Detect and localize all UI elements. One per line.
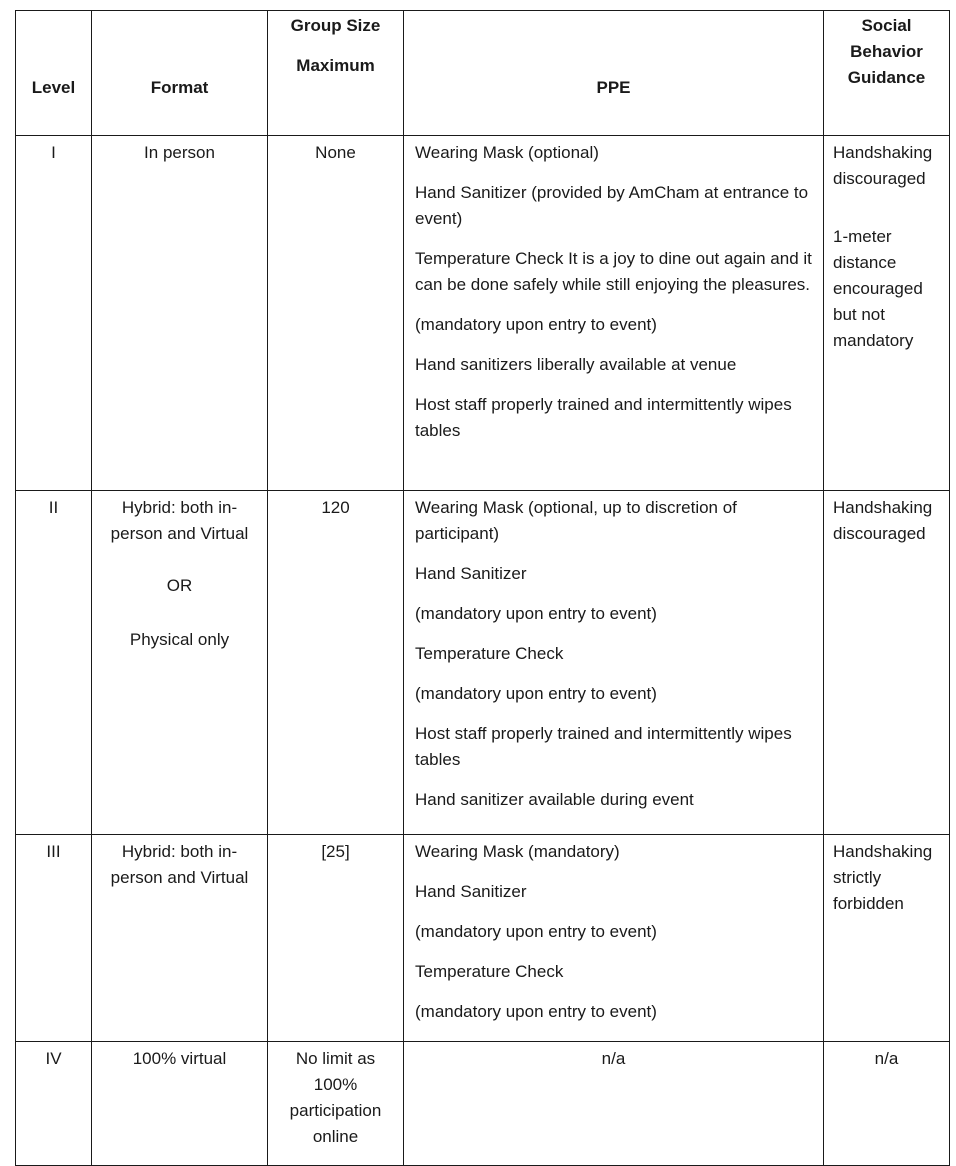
social-item: Handshaking discouraged	[833, 498, 933, 543]
social-cell	[824, 491, 950, 835]
level-cell: III	[16, 835, 92, 1042]
ppe-cell	[404, 136, 824, 491]
ppe-item: Host staff properly trained and intermittently wipes tables	[415, 395, 792, 440]
format-cell	[92, 136, 268, 491]
table-row	[16, 136, 950, 491]
ppe-item: n/a	[601, 1049, 626, 1068]
level-cell: I	[16, 136, 92, 491]
format-cell	[92, 1042, 268, 1166]
group-size-cell: No limit as 100% participation online	[268, 1042, 404, 1166]
event-level-table	[15, 10, 950, 1166]
format-cell	[92, 491, 268, 835]
ppe-item: Wearing Mask (mandatory)	[415, 842, 620, 861]
format-line: In person	[144, 143, 215, 162]
format-line: Hybrid: both in-person and Virtual	[110, 842, 249, 887]
ppe-item: Hand Sanitizer	[415, 882, 527, 901]
ppe-item: Temperature Check	[415, 962, 564, 981]
header-group-size-line: Maximum	[296, 56, 375, 75]
ppe-cell	[404, 491, 824, 835]
ppe-item: (mandatory upon entry to event)	[415, 1002, 657, 1021]
header-social-line: Social	[861, 16, 912, 35]
level-cell: II	[16, 491, 92, 835]
header-row	[16, 11, 950, 136]
format-cell	[92, 835, 268, 1042]
ppe-item: (mandatory upon entry to event)	[415, 922, 657, 941]
group-size-cell: None	[268, 136, 404, 491]
ppe-item: Hand sanitizer available during event	[415, 790, 694, 809]
level-cell: IV	[16, 1042, 92, 1166]
header-level: Level	[16, 11, 92, 136]
table-row	[16, 1042, 950, 1166]
ppe-item: Temperature Check It is a joy to dine out again and it can be done safely while still enjoying the pleasures.	[415, 249, 812, 294]
social-cell	[824, 835, 950, 1042]
header-social-line: Behavior	[850, 42, 923, 61]
header-social	[824, 11, 950, 136]
ppe-item: Hand Sanitizer (provided by AmCham at entrance to event)	[415, 183, 809, 228]
header-ppe: PPE	[404, 11, 824, 136]
social-item: n/a	[874, 1049, 899, 1068]
ppe-cell	[404, 835, 824, 1042]
ppe-item: (mandatory upon entry to event)	[415, 604, 657, 623]
header-group-size	[268, 11, 404, 136]
group-size-cell: [25]	[268, 835, 404, 1042]
ppe-item: Hand sanitizers liberally available at venue	[415, 355, 737, 374]
social-item: 1-meter distance encouraged but not mandatory	[833, 227, 923, 350]
header-group-size-line: Group Size	[290, 16, 381, 35]
ppe-item: (mandatory upon entry to event)	[415, 684, 657, 703]
format-line: Physical only	[129, 630, 230, 649]
table-row	[16, 491, 950, 835]
ppe-item: Wearing Mask (optional, up to discretion of participant)	[415, 498, 737, 543]
format-line: OR	[166, 576, 193, 595]
social-item: Handshaking discouraged	[833, 143, 933, 188]
header-format: Format	[92, 11, 268, 136]
ppe-item: Host staff properly trained and intermittently wipes tables	[415, 724, 792, 769]
table-row	[16, 835, 950, 1042]
format-line: 100% virtual	[132, 1049, 227, 1068]
social-cell	[824, 1042, 950, 1166]
format-line: Hybrid: both in-person and Virtual	[110, 498, 249, 543]
ppe-item: (mandatory upon entry to event)	[415, 315, 657, 334]
header-social-line: Guidance	[847, 68, 926, 87]
ppe-item: Temperature Check	[415, 644, 564, 663]
group-size-cell: 120	[268, 491, 404, 835]
ppe-item: Wearing Mask (optional)	[415, 143, 599, 162]
ppe-cell	[404, 1042, 824, 1166]
ppe-item: Hand Sanitizer	[415, 564, 527, 583]
social-item: Handshaking strictly forbidden	[833, 842, 933, 913]
social-cell	[824, 136, 950, 491]
